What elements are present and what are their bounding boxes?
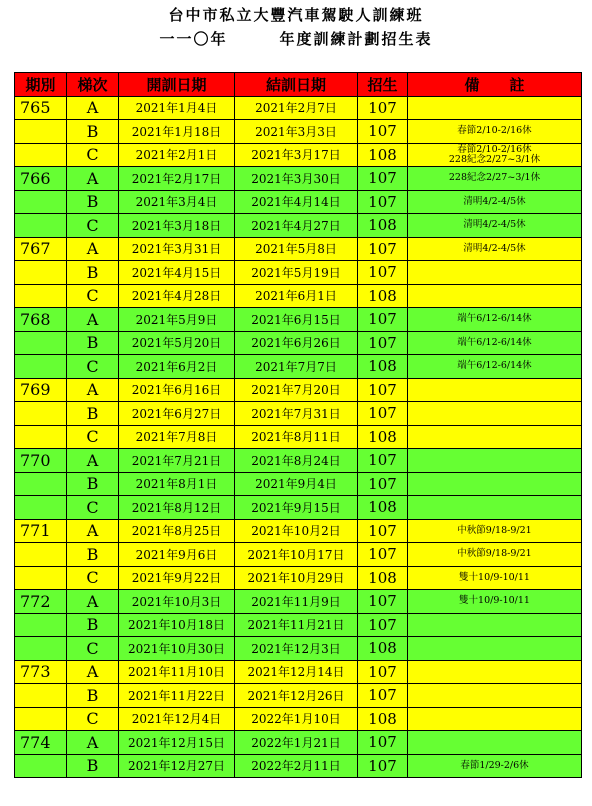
table-row	[15, 190, 582, 214]
remarks-cell	[408, 660, 582, 684]
period-cell	[15, 684, 67, 708]
remark-line: 228紀念2/27~3/1休	[448, 153, 541, 165]
ladder-cell: C	[67, 496, 119, 520]
table-row	[15, 237, 582, 261]
remarks-cell	[408, 590, 582, 614]
enrollment-cell: 108	[358, 496, 408, 520]
remarks-cell	[408, 425, 582, 449]
remark-line: 端午6/12-6/14休	[457, 313, 532, 325]
end-date-cell: 2021年12月3日	[235, 637, 358, 661]
end-date-cell: 2022年2月11日	[235, 754, 358, 778]
ladder-cell: B	[67, 472, 119, 496]
remarks-cell	[408, 449, 582, 473]
end-date-cell: 2021年6月26日	[235, 331, 358, 355]
end-date-cell: 2021年10月29日	[235, 566, 358, 590]
start-date-cell: 2021年6月2日	[119, 355, 235, 379]
end-date-cell: 2021年8月11日	[235, 425, 358, 449]
document-title: 台中市私立大豐汽車駕駛人訓練班	[168, 6, 424, 24]
ladder-cell: A	[67, 519, 119, 543]
enrollment-cell: 107	[358, 449, 408, 473]
start-date-cell: 2021年3月31日	[119, 237, 235, 261]
enrollment-cell: 108	[358, 214, 408, 238]
table-row	[15, 308, 582, 332]
enrollment-cell: 108	[358, 637, 408, 661]
end-date-cell: 2021年5月8日	[235, 237, 358, 261]
ladder-cell: C	[67, 355, 119, 379]
remark-line: 雙十10/9-10/11	[459, 571, 530, 583]
ladder-cell: A	[67, 449, 119, 473]
start-date-cell: 2021年8月12日	[119, 496, 235, 520]
start-date-cell: 2021年10月30日	[119, 637, 235, 661]
enrollment-cell: 107	[358, 331, 408, 355]
table-row	[15, 167, 582, 191]
remarks-cell	[408, 707, 582, 731]
end-date-cell: 2021年5月19日	[235, 261, 358, 285]
table-row	[15, 214, 582, 238]
remarks-cell	[408, 402, 582, 426]
remarks-cell	[408, 120, 582, 144]
enrollment-cell: 107	[358, 402, 408, 426]
table-row	[15, 637, 582, 661]
table-row	[15, 331, 582, 355]
remarks-cell	[408, 731, 582, 755]
remark-line: 清明4/2-4/5休	[463, 195, 526, 207]
table-row	[15, 707, 582, 731]
enrollment-cell: 107	[358, 261, 408, 285]
period-cell: 769	[15, 378, 67, 402]
remarks-cell	[408, 167, 582, 191]
remark-line: 228紀念2/27~3/1休	[448, 172, 541, 184]
enrollment-cell: 107	[358, 613, 408, 637]
ladder-cell: A	[67, 590, 119, 614]
table-row	[15, 590, 582, 614]
period-cell	[15, 284, 67, 308]
schedule-body	[15, 96, 582, 778]
table-row	[15, 660, 582, 684]
remarks-cell	[408, 684, 582, 708]
table-row	[15, 684, 582, 708]
remark-line: 端午6/12-6/14休	[457, 360, 532, 372]
remarks-cell	[408, 331, 582, 355]
period-cell	[15, 425, 67, 449]
remark-line: 清明4/2-4/5休	[463, 242, 526, 254]
ladder-cell: B	[67, 754, 119, 778]
remarks-cell	[408, 754, 582, 778]
header-enrollment: 招生	[358, 73, 408, 97]
remarks-cell	[408, 214, 582, 238]
period-cell	[15, 613, 67, 637]
remark-line: 端午6/12-6/14休	[457, 336, 532, 348]
ladder-cell: C	[67, 707, 119, 731]
ladder-cell: A	[67, 731, 119, 755]
start-date-cell: 2021年8月1日	[119, 472, 235, 496]
start-date-cell: 2021年7月8日	[119, 425, 235, 449]
remarks-cell	[408, 190, 582, 214]
header-ladder: 梯次	[67, 73, 119, 97]
start-date-cell: 2021年10月3日	[119, 590, 235, 614]
table-row	[15, 543, 582, 567]
remarks-cell	[408, 496, 582, 520]
header-row	[15, 73, 582, 97]
start-date-cell: 2021年9月22日	[119, 566, 235, 590]
end-date-cell: 2021年6月15日	[235, 308, 358, 332]
period-cell	[15, 566, 67, 590]
enrollment-cell: 108	[358, 143, 408, 167]
enrollment-cell: 107	[358, 190, 408, 214]
enrollment-cell: 107	[358, 378, 408, 402]
period-cell: 772	[15, 590, 67, 614]
period-cell: 768	[15, 308, 67, 332]
period-cell	[15, 355, 67, 379]
remark-line: 清明4/2-4/5休	[463, 219, 526, 231]
start-date-cell: 2021年12月15日	[119, 731, 235, 755]
end-date-cell: 2021年10月17日	[235, 543, 358, 567]
end-date-cell: 2021年3月30日	[235, 167, 358, 191]
remark-line: 春節1/29-2/6休	[460, 759, 529, 771]
enrollment-cell: 107	[358, 308, 408, 332]
remarks-cell	[408, 96, 582, 120]
table-row	[15, 754, 582, 778]
period-cell: 767	[15, 237, 67, 261]
enrollment-cell: 107	[358, 120, 408, 144]
table-row	[15, 143, 582, 167]
remarks-cell	[408, 355, 582, 379]
remarks-cell	[408, 519, 582, 543]
start-date-cell: 2021年3月4日	[119, 190, 235, 214]
end-date-cell: 2021年3月3日	[235, 120, 358, 144]
end-date-cell: 2021年3月17日	[235, 143, 358, 167]
period-cell	[15, 120, 67, 144]
ladder-cell: C	[67, 143, 119, 167]
remark-line: 春節2/10-2/16休	[457, 143, 532, 155]
remark-line: 春節2/10-2/16休	[457, 125, 532, 137]
ladder-cell: B	[67, 331, 119, 355]
remarks-cell	[408, 261, 582, 285]
end-date-cell: 2021年7月31日	[235, 402, 358, 426]
ladder-cell: A	[67, 237, 119, 261]
start-date-cell: 2021年9月6日	[119, 543, 235, 567]
start-date-cell: 2021年5月20日	[119, 331, 235, 355]
enrollment-cell: 107	[358, 754, 408, 778]
ladder-cell: A	[67, 308, 119, 332]
end-date-cell: 2021年9月4日	[235, 472, 358, 496]
period-cell	[15, 143, 67, 167]
ladder-cell: C	[67, 566, 119, 590]
enrollment-cell: 107	[358, 519, 408, 543]
remarks-cell	[408, 472, 582, 496]
start-date-cell: 2021年8月25日	[119, 519, 235, 543]
enrollment-cell: 108	[358, 284, 408, 308]
period-cell	[15, 214, 67, 238]
table-row	[15, 731, 582, 755]
enrollment-cell: 107	[358, 731, 408, 755]
end-date-cell: 2021年9月15日	[235, 496, 358, 520]
end-date-cell: 2021年11月9日	[235, 590, 358, 614]
period-cell: 774	[15, 731, 67, 755]
start-date-cell: 2021年1月18日	[119, 120, 235, 144]
end-date-cell: 2021年7月7日	[235, 355, 358, 379]
ladder-cell: A	[67, 167, 119, 191]
remark-line: 中秋節9/18-9/21	[457, 524, 532, 536]
header-end-date: 結訓日期	[235, 73, 358, 97]
enrollment-cell: 107	[358, 96, 408, 120]
enrollment-cell: 108	[358, 425, 408, 449]
end-date-cell: 2021年7月20日	[235, 378, 358, 402]
end-date-cell: 2021年2月7日	[235, 96, 358, 120]
enrollment-cell: 107	[358, 660, 408, 684]
start-date-cell: 2021年2月17日	[119, 167, 235, 191]
table-row	[15, 613, 582, 637]
table-row	[15, 378, 582, 402]
period-cell: 766	[15, 167, 67, 191]
ladder-cell: A	[67, 378, 119, 402]
remarks-cell	[408, 566, 582, 590]
remarks-cell	[408, 378, 582, 402]
ladder-cell: B	[67, 684, 119, 708]
period-cell	[15, 637, 67, 661]
period-cell	[15, 261, 67, 285]
enrollment-cell: 107	[358, 237, 408, 261]
start-date-cell: 2021年2月1日	[119, 143, 235, 167]
period-cell: 773	[15, 660, 67, 684]
enrollment-cell: 107	[358, 543, 408, 567]
table-row	[15, 96, 582, 120]
ladder-cell: B	[67, 120, 119, 144]
ladder-cell: C	[67, 214, 119, 238]
table-row	[15, 449, 582, 473]
schedule-table	[14, 72, 582, 778]
start-date-cell: 2021年4月15日	[119, 261, 235, 285]
ladder-cell: B	[67, 190, 119, 214]
ladder-cell: A	[67, 660, 119, 684]
remarks-cell	[408, 143, 582, 167]
start-date-cell: 2021年12月4日	[119, 707, 235, 731]
table-row	[15, 120, 582, 144]
ladder-cell: A	[67, 96, 119, 120]
end-date-cell: 2021年6月1日	[235, 284, 358, 308]
period-cell	[15, 472, 67, 496]
start-date-cell: 2021年1月4日	[119, 96, 235, 120]
start-date-cell: 2021年7月21日	[119, 449, 235, 473]
period-cell	[15, 707, 67, 731]
end-date-cell: 2021年4月27日	[235, 214, 358, 238]
enrollment-cell: 108	[358, 355, 408, 379]
remarks-cell	[408, 637, 582, 661]
ladder-cell: C	[67, 284, 119, 308]
table-row	[15, 402, 582, 426]
period-cell: 770	[15, 449, 67, 473]
remarks-cell	[408, 284, 582, 308]
start-date-cell: 2021年4月28日	[119, 284, 235, 308]
remarks-cell	[408, 237, 582, 261]
start-date-cell: 2021年11月22日	[119, 684, 235, 708]
end-date-cell: 2021年4月14日	[235, 190, 358, 214]
subtitle-rest: 年度訓練計劃招生表	[279, 30, 433, 48]
end-date-cell: 2022年1月21日	[235, 731, 358, 755]
enrollment-cell: 107	[358, 684, 408, 708]
start-date-cell: 2021年6月27日	[119, 402, 235, 426]
enrollment-cell: 107	[358, 590, 408, 614]
table-row	[15, 261, 582, 285]
remarks-cell	[408, 308, 582, 332]
ladder-cell: C	[67, 425, 119, 449]
table-row	[15, 284, 582, 308]
table-row	[15, 472, 582, 496]
table-row	[15, 425, 582, 449]
end-date-cell: 2021年8月24日	[235, 449, 358, 473]
table-row	[15, 496, 582, 520]
period-cell	[15, 543, 67, 567]
remarks-cell	[408, 613, 582, 637]
enrollment-cell: 107	[358, 167, 408, 191]
enrollment-cell: 107	[358, 472, 408, 496]
table-row	[15, 566, 582, 590]
period-cell	[15, 754, 67, 778]
period-cell	[15, 496, 67, 520]
end-date-cell: 2021年11月21日	[235, 613, 358, 637]
table-row	[15, 355, 582, 379]
period-cell: 765	[15, 96, 67, 120]
end-date-cell: 2021年12月26日	[235, 684, 358, 708]
ladder-cell: B	[67, 402, 119, 426]
period-cell	[15, 402, 67, 426]
document-subtitle	[0, 28, 592, 49]
start-date-cell: 2021年3月18日	[119, 214, 235, 238]
remark-line: 中秋節9/18-9/21	[457, 548, 532, 560]
header-start-date: 開訓日期	[119, 73, 235, 97]
ladder-cell: B	[67, 261, 119, 285]
start-date-cell: 2021年10月18日	[119, 613, 235, 637]
end-date-cell: 2022年1月10日	[235, 707, 358, 731]
start-date-cell: 2021年12月27日	[119, 754, 235, 778]
period-cell: 771	[15, 519, 67, 543]
header-period: 期別	[15, 73, 67, 97]
period-cell	[15, 190, 67, 214]
start-date-cell: 2021年5月9日	[119, 308, 235, 332]
ladder-cell: B	[67, 613, 119, 637]
enrollment-cell: 108	[358, 566, 408, 590]
table-row	[15, 519, 582, 543]
ladder-cell: B	[67, 543, 119, 567]
remarks-cell	[408, 543, 582, 567]
end-date-cell: 2021年12月14日	[235, 660, 358, 684]
start-date-cell: 2021年11月10日	[119, 660, 235, 684]
end-date-cell: 2021年10月2日	[235, 519, 358, 543]
period-cell	[15, 331, 67, 355]
header-remarks: 備 註	[408, 73, 582, 97]
start-date-cell: 2021年6月16日	[119, 378, 235, 402]
remark-line: 雙十10/9-10/11	[459, 595, 530, 607]
subtitle-year: 一一〇年	[159, 30, 228, 48]
enrollment-cell: 108	[358, 707, 408, 731]
ladder-cell: C	[67, 637, 119, 661]
